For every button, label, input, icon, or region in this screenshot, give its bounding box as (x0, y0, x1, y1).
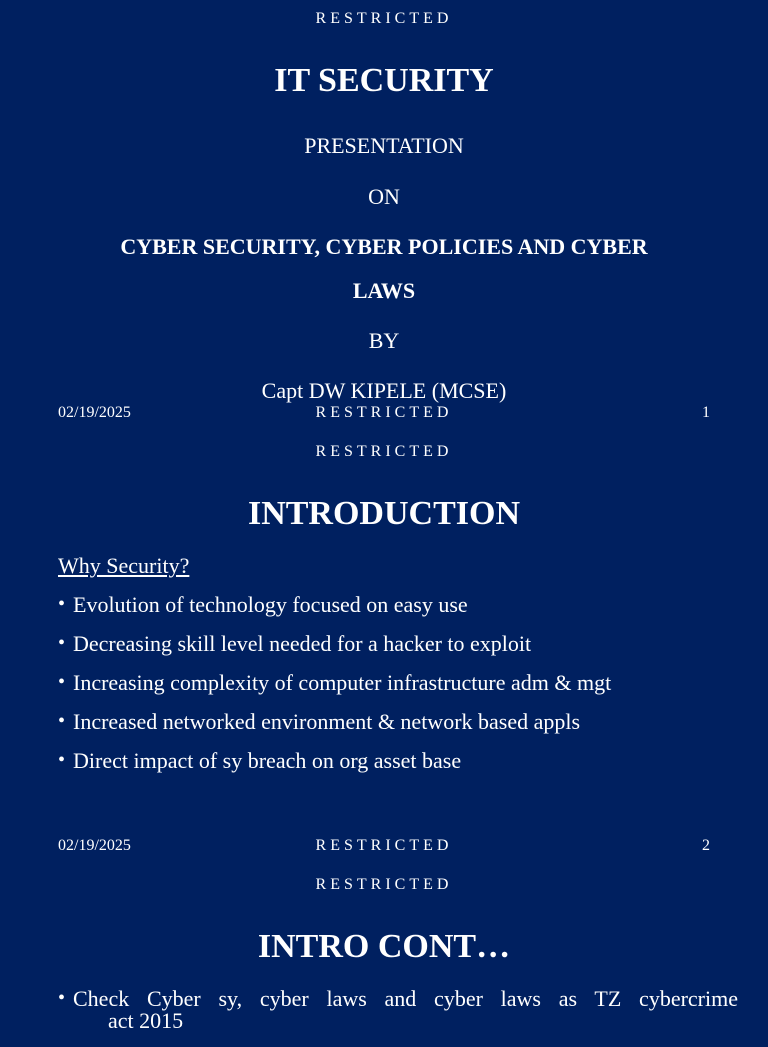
list-item: • Increasing complexity of computer infrastructure adm & mgt (58, 670, 738, 709)
slide-presenter: Capt DW KIPELE (MCSE) (261, 378, 507, 403)
bullet-list (58, 592, 738, 787)
restricted-footer: RESTRICTED (315, 404, 453, 421)
slide-line-on: ON (368, 184, 400, 209)
restricted-header: RESTRICTED (315, 443, 453, 460)
slide-subject-line-2: LAWS (352, 278, 416, 303)
footer-date: 02/19/2025 (58, 404, 131, 421)
slide-subject-line-1: CYBER SECURITY, CYBER POLICIES AND CYBER (120, 234, 648, 259)
list-item: • Check Cyber sy, cyber laws and cyber laws as TZ cybercrime (58, 986, 738, 1008)
restricted-header: RESTRICTED (315, 876, 453, 893)
slide-line-by: BY (368, 328, 400, 353)
slide-title: INTRODUCTION (247, 495, 521, 532)
list-item: • Decreasing skill level needed for a hacker to exploit (58, 631, 738, 670)
bullet-list (58, 986, 738, 1047)
list-item: • Increased networked environment & network based appls (58, 709, 738, 748)
list-item: • Evolution of technology focused on easy use (58, 592, 738, 631)
footer-date: 02/19/2025 (58, 837, 131, 854)
list-item: • Direct impact of sy breach on org asset base (58, 748, 738, 787)
slide-number: 2 (702, 837, 710, 854)
slide-line-presentation: PRESENTATION (304, 133, 464, 158)
restricted-header: RESTRICTED (315, 10, 453, 27)
continuation-text: act 2015 (108, 1008, 184, 1033)
subheading: Why Security? (58, 553, 190, 578)
restricted-footer: RESTRICTED (315, 837, 453, 854)
slide-title: INTRO CONT… (257, 928, 511, 965)
slide-number: 1 (702, 404, 710, 421)
slide-title: IT SECURITY (274, 62, 494, 99)
list-item-continuation (58, 1008, 738, 1047)
